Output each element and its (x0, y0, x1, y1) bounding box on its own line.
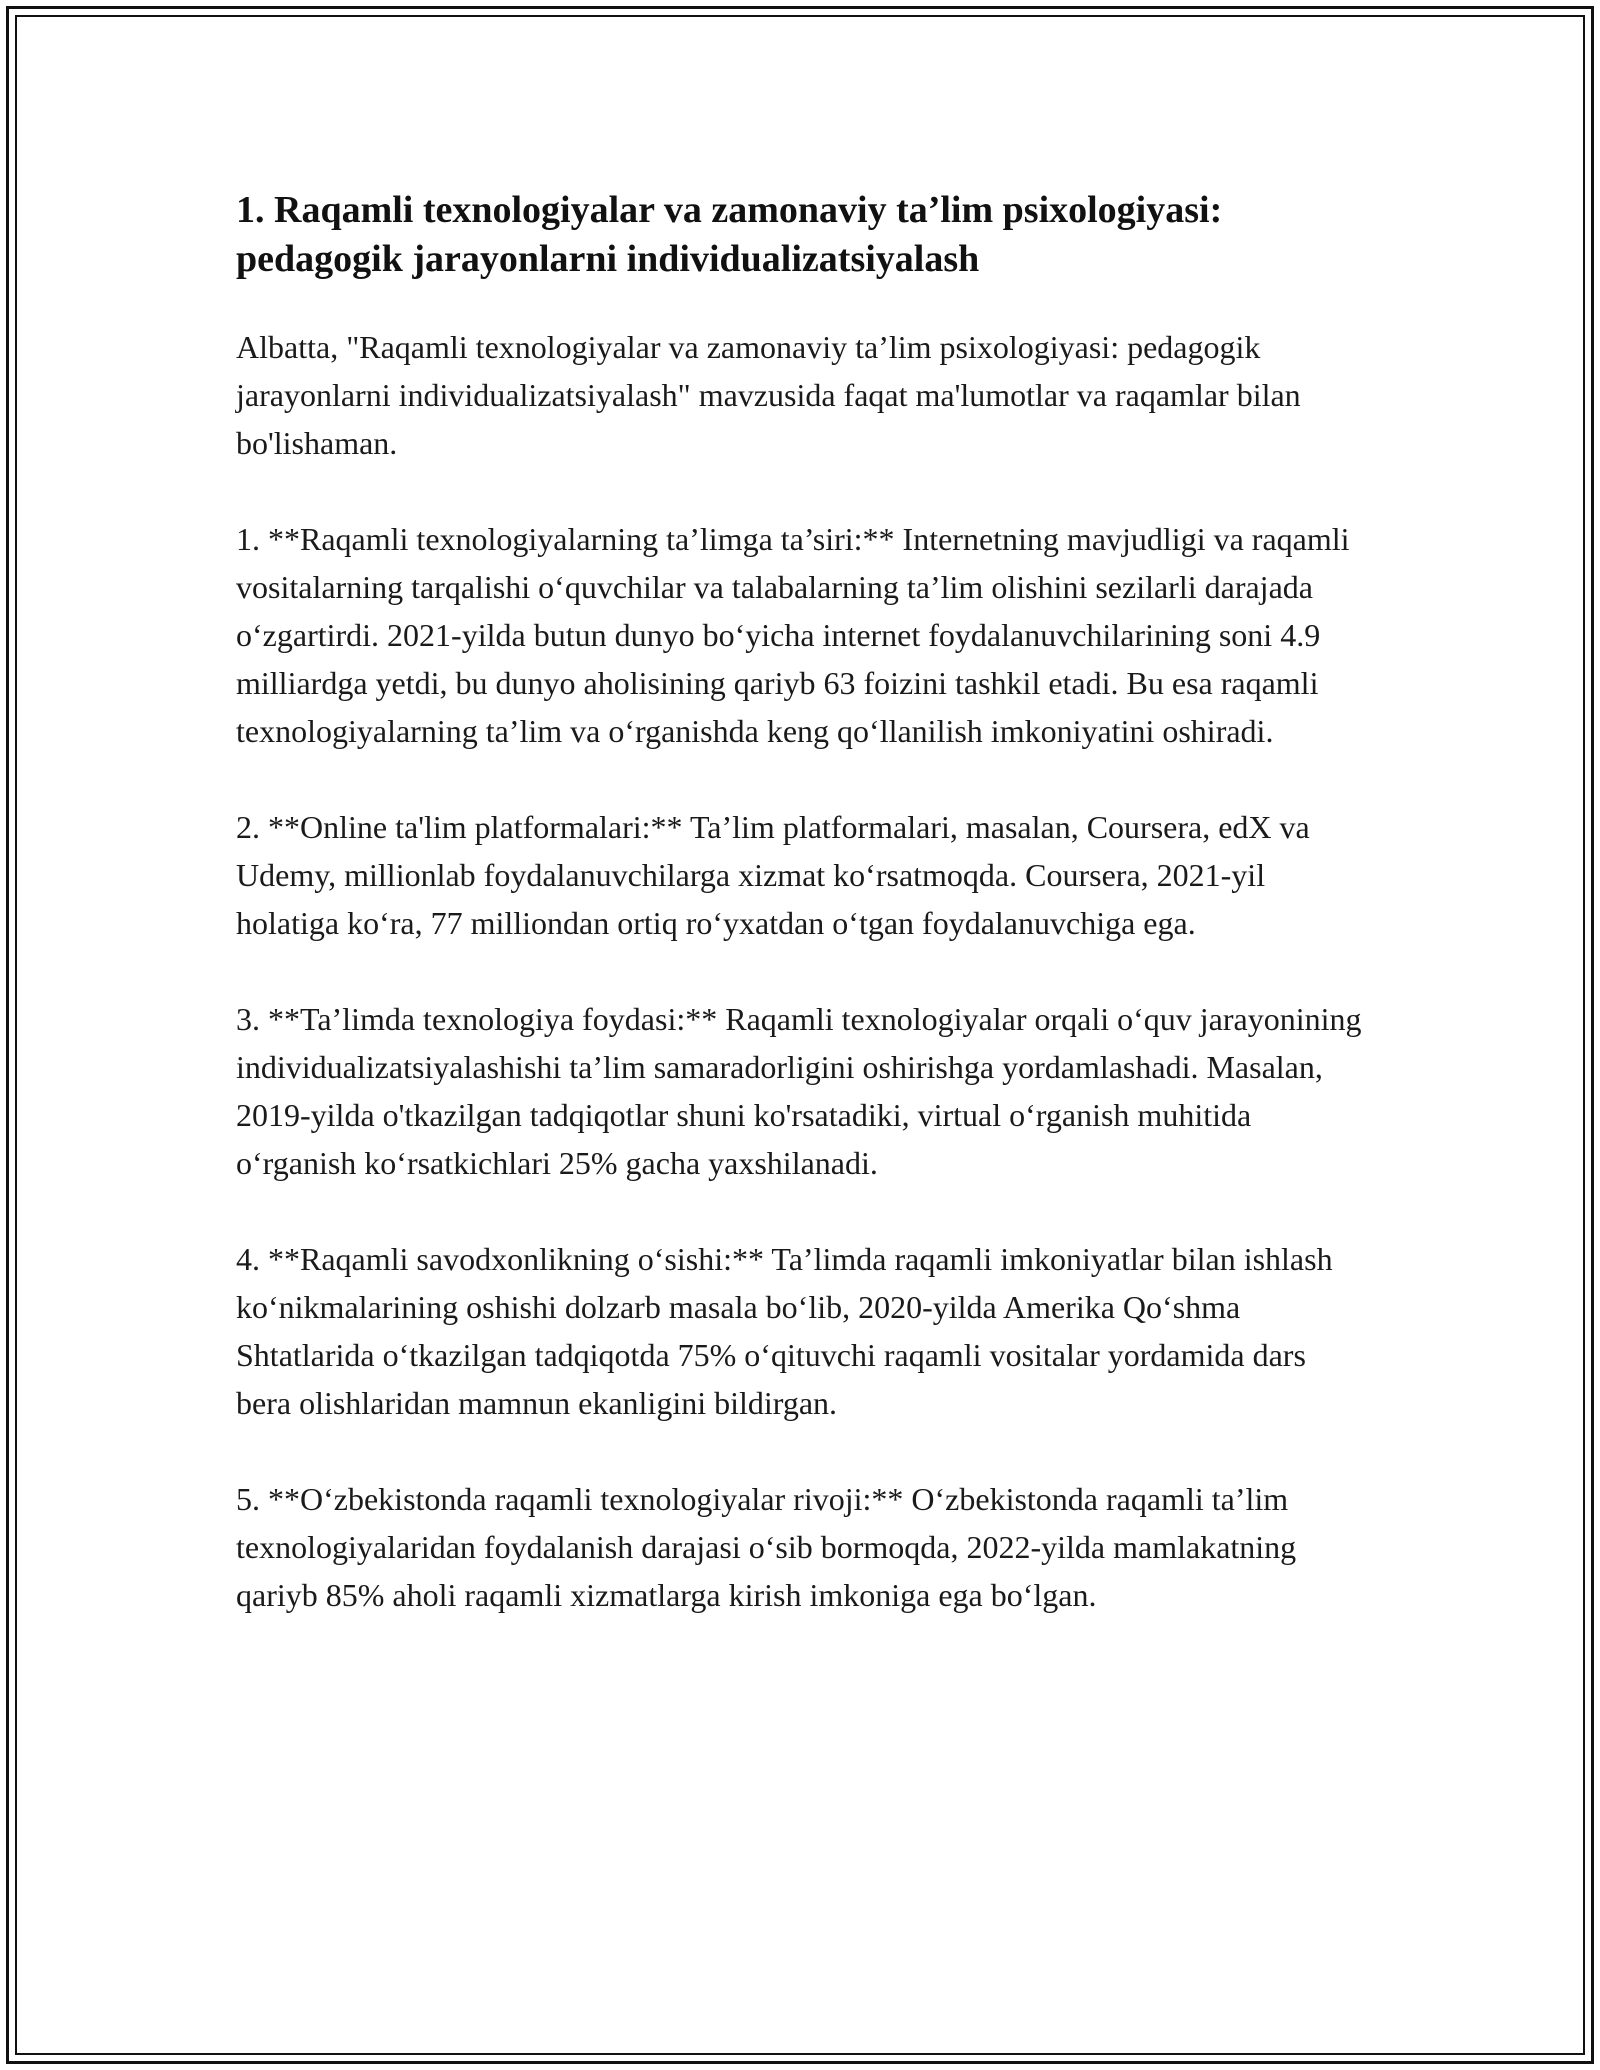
list-item-2: 2. **Online ta'lim platformalari:** Ta’lim platformalari, masalan, Coursera, edX va Udemy, millionlab foydalanuvchilarga xizmat ko‘rsatmoqda. Coursera, 2021-yil holatiga ko‘ra, 77 milliondan ortiq ro‘yxatdan o‘tgan foydalanuvchiga ega. (236, 809, 1310, 942)
list-item-3: 3. **Ta’limda texnologiya foydasi:** Raqamli texnologiyalar orqali o‘quv jarayonining individualizatsiyalashishi ta’lim samaradorligini oshirishga yordamlashadi. Masalan, 2019-yilda o'tkazilgan tadqiqotlar shuni ko'rsatadiki, virtual o‘rganish muhitida o‘rganish ko‘rsatkichlari 25% gacha yaxshilanadi. (236, 1001, 1362, 1182)
document-body (236, 186, 1366, 1619)
list-item-4: 4. **Raqamli savodxonlikning o‘sishi:** Ta’limda raqamli imkoniyatlar bilan ishlash ko‘nikmalarining oshishi dolzarb masala bo‘lib, 2020-yilda Amerika Qo‘shma Shtatlarida o‘tkazilgan tadqiqotda 75% o‘qituvchi raqamli vositalar yordamida dars bera olishlaridan mamnun ekanligini bildirgan. (236, 1241, 1333, 1422)
list-item-5: 5. **O‘zbekistonda raqamli texnologiyalar rivoji:** O‘zbekistonda raqamli ta’lim texnologiyalaridan foydalanish darajasi o‘sib bormoqda, 2022-yilda mamlakatning qariyb 85% aholi raqamli xizmatlarga kirish imkoniga ega bo‘lgan. (236, 1481, 1297, 1614)
list-item-1: 1. **Raqamli texnologiyalarning ta’limga ta’siri:** Internetning mavjudligi va raqamli vositalarning tarqalishi o‘quvchilar va talabalarning ta’lim olishini sezilarli darajada o‘zgartirdi. 2021-yilda butun dunyo bo‘yicha internet foydalanuvchilarining soni 4.9 milliardga yetdi, bu dunyo aholisining qariyb 63 foizini tashkil etadi. Bu esa raqamli texnologiyalarning ta’lim va o‘rganishda keng qo‘llanilish imkoniyatini oshiradi. (236, 521, 1350, 750)
intro-paragraph: Albatta, "Raqamli texnologiyalar va zamonaviy ta’lim psixologiyasi: pedagogik jarayonlarni individualizatsiyalash" mavzusida faqat ma'lumotlar va raqamlar bilan bo'lishaman. (236, 329, 1301, 462)
document-title: 1. Raqamli texnologiyalar va zamonaviy ta’lim psixologiyasi: pedagogik jarayonlarni individualizatsiyalash (236, 189, 1223, 280)
